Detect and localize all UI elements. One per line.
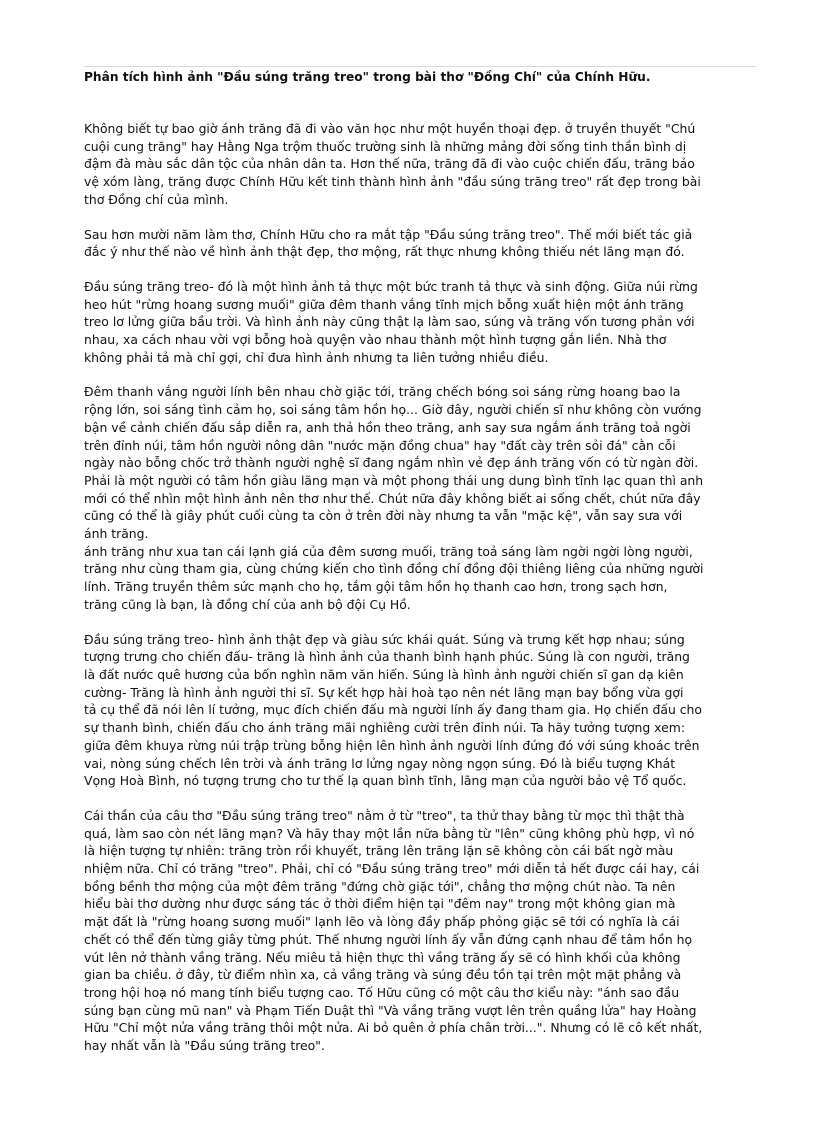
text-line: súng bạn cùng mũ nan" và Phạm Tiến Duật thì "Và vầng trăng vượt lên trên quầng lửa" hay Hoàng [84,1002,697,1018]
text-line: mặt đất là "rừng hoang sương muối" lạnh lẽo và lòng đầy phấp phỏng giặc sẽ tới có nghĩa là cái [84,914,680,930]
text-line: bận về cảnh chiến đấu sắp diễn ra, anh thả hồn theo trăng, anh say sưa ngắm ánh trăng toả ngời [84,419,691,435]
text-line: không phải tả mà chỉ gợi, chỉ đưa hình ảnh nhưng ta liên tưởng nhiều điều. [84,349,549,365]
text-line: sự thanh bình, chiến đấu cho ánh trăng mãi nghiêng cười trên đỉnh núi. Ta hãy tưởng tượng xem: [84,720,686,736]
text-line: trên đỉnh núi, tâm hồn người nông dân "nước mặn đồng chua" hay "đất cày trên sỏi đá" cằn cỗi [84,437,676,453]
text-line: ngày nào bỗng chốc trở thành người nghệ sĩ đang ngắm nhìn vẻ đẹp ánh trăng vốn có từ ngàn đời. [84,455,699,471]
text-line: mới có thể nhìn một hình ảnh nên thơ như thế. Chút nữa đây không biết ai sống chết, chút nữa đây [84,490,701,506]
text-line: vệ xóm làng, trăng được Chính Hữu kết tinh thành hình ảnh "đầu súng trăng treo" rất đẹp trong bài [84,174,701,190]
paragraph-p5 [84,543,756,614]
text-line: Không biết tự bao giờ ánh trăng đã đi vào văn học như một huyền thoại đẹp. ở truyền thuyết "Chú [84,121,696,136]
text-line: Hữu "Chỉ một nửa vầng trăng thôi một nửa. Ai bỏ quên ở phía chân trời...". Nhưng có lẽ cô kết nhất, [84,1020,703,1036]
text-line: vai, nòng súng chếch lên trời và ánh trăng lơ lửng ngay nòng ngọn súng. Đó là biểu tượng Khát [84,755,676,771]
document-page [84,0,756,1123]
text-line: trăng cũng là bạn, là đồng chí của anh bộ đội Cụ Hồ. [84,596,411,612]
top-divider [84,66,756,67]
text-line: heo hút "rừng hoang sương muối" giữa đêm thanh vắng tĩnh mịch bỗng xuất hiện một ánh trăng [84,296,684,312]
text-line: cuội cung trăng" hay Hằng Nga trộm thuốc trường sinh là những mảng đời sống tinh thần bình dị [84,138,687,154]
text-line: là hiện tượng tự nhiên: trăng tròn rồi khuyết, trăng lên trăng lặn sẽ không còn cái bất ngờ màu [84,843,674,859]
text-line: chết có thể đến từng giây từng phút. Thế nhưng người lính ấy vẫn đứng cạnh nhau để tâm hồn họ [84,931,693,947]
text-line: nhau, xa cách nhau vời vợi bỗng hoà quyện vào nhau thành một hình tượng gắn liền. Nhà thơ [84,332,667,348]
text-line: Đầu súng trăng treo- hình ảnh thật đẹp và giàu sức khái quát. Súng và trưng kết hợp nhau; súng [84,631,685,647]
text-line: trong hội hoạ nó mang tính biểu tượng cao. Tố Hữu cũng có một câu thơ kiểu này: "ánh sao đầu [84,984,680,1000]
text-line: nhiệm nữa. Chỉ có trăng "treo". Phải, chỉ có "Đầu súng trăng treo" mới diễn tả hết được cái hay, cái [84,861,700,877]
document-body [84,120,756,1072]
text-line: thơ Đồng chí của mình. [84,191,229,207]
paragraph-p3 [84,278,756,367]
text-line: Đêm thanh vắng người lính bên nhau chờ giặc tới, trăng chếch bóng soi sáng rừng hoang bao la [84,384,681,400]
text-line: tả cụ thể đã nói lên lí tưởng, mục đích chiến đấu mà người lính ấy đang tham gia. Họ chiến đấu cho [84,702,702,718]
text-line: đậm đà màu sắc dân tộc của nhân dân ta. Hơn thế nữa, trăng đã đi vào cuộc chiến đấu, trăng bảo [84,156,695,172]
text-line: hiểu bài thơ dường như được sáng tác ở thời điểm hiện tại "đêm nay" trong một không gian mà [84,896,676,912]
paragraph-p1 [84,120,756,209]
text-line: giữa đêm khuya rừng núi trập trùng bỗng hiện lên hình ảnh người lính đứng đó với súng khoác trên [84,737,700,753]
text-line: Vọng Hoà Bình, nó tượng trưng cho tư thế lạ quan bình tĩnh, lãng mạn của người bảo vệ Tổ quốc. [84,773,687,789]
text-line: hay nhất vẫn là "Đầu súng trăng treo". [84,1038,325,1054]
paragraph-p2 [84,226,756,261]
text-line: Đầu súng trăng treo- đó là một hình ảnh tả thực một bức tranh tả thực và sinh động. Giữa núi rừng [84,278,698,294]
text-line: cũng có thể là giây phút cuối cùng ta còn ở trên đời này nhưng ta vẫn "mặc kệ", vẫn say sưa với [84,508,683,524]
text-line: Sau hơn mười năm làm thơ, Chính Hữu cho ra mắt tập "Đầu súng trăng treo". Thế mới biết tác giả [84,226,693,242]
text-line: tượng trưng cho chiến đấu- trăng là hình ảnh của thanh bình hạnh phúc. Súng là con người, trăng [84,649,690,665]
document-title: Phân tích hình ảnh "Đầu súng trăng treo" trong bài thơ "Đồng Chí" của Chính Hữu. [84,70,651,84]
text-line: ánh trăng như xua tan cái lạnh giá của đêm sương muối, trăng toả sáng làm ngời ngời lòng người, [84,543,693,559]
text-line: lính. Trăng truyền thêm sức mạnh cho họ, tắm gội tâm hồn họ thanh cao hơn, trong sạch hơn, [84,579,668,595]
text-line: bồng bềnh thơ mộng của một đêm trăng "đứng chờ giặc tới", chẳng thơ mộng chút nào. Ta nên [84,878,676,894]
text-line: Phải là một người có tâm hồn giàu lãng mạn và một phong thái ung dung bình tĩnh lạc quan thì anh [84,472,704,488]
text-line: đắc ý như thế nào về hình ảnh thật đẹp, thơ mộng, rất thực nhưng không thiếu nét lãng mạn đó. [84,244,685,260]
text-line: cường- Trăng là hình ảnh người thi sĩ. Sự kết hợp hài hoà tạo nên nét lãng mạn bay bổng vừa gợi [84,684,684,700]
text-line: ánh trăng. [84,526,149,542]
text-line: trăng như cùng tham gia, cùng chứng kiến cho tình đồng chí đồng đội thiêng liêng của những người [84,561,704,577]
paragraph-p4 [84,383,756,542]
text-line: treo lơ lửng giữa bầu trời. Và hình ảnh này cũng thật lạ làm sao, súng và trăng vốn tương phản với [84,314,695,330]
text-line: vút lên nở thành vầng trăng. Nếu miêu tả hiện thực thì vầng trăng ấy sẽ có hình khối của không [84,949,681,965]
text-line: rộng lớn, soi sáng tình cảm họ, soi sáng tâm hồn họ... Giờ đây, người chiến sĩ như không còn vướng [84,402,702,418]
paragraph-p6 [84,631,756,790]
text-line: là đất nước quê hương của bốn nghìn năm văn hiến. Súng là hình ảnh người chiến sĩ gan dạ kiên [84,666,684,682]
paragraph-p7 [84,807,756,1055]
text-line: gian ba chiều. ở đây, từ điểm nhìn xa, cả vầng trăng và súng đều tồn tại trên một mặt phẳng và [84,967,682,983]
text-line: quá, làm sao còn nét lãng mạn? Và hãy thay một lần nữa bằng từ "lên" cũng không phù hợp, vì nó [84,825,695,841]
text-line: Cái thần của câu thơ "Đầu súng trăng treo" nằm ở từ "treo", ta thử thay bằng từ mọc thì thật thà [84,807,685,823]
